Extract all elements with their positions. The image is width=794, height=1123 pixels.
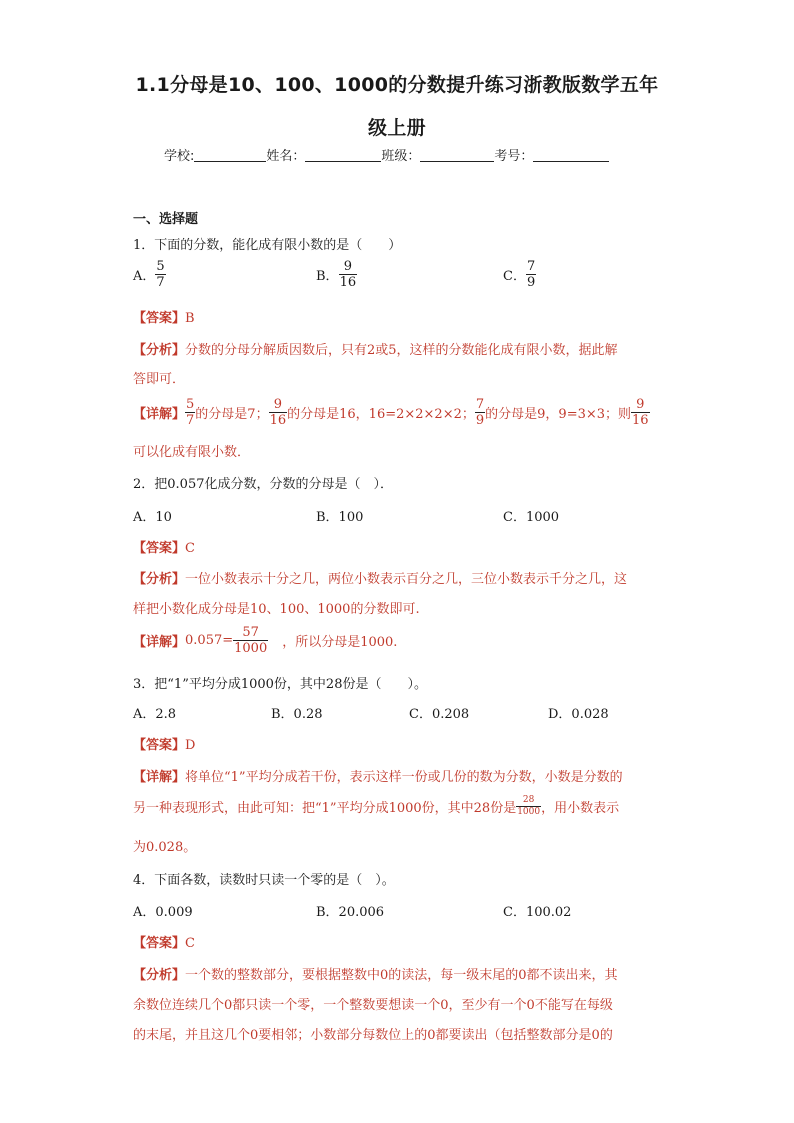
analysis-tag: 【分析】 [133,343,186,358]
q4-answer-value: C [185,936,195,951]
q1-stem: 1．下面的分数，能化成有限小数的是（ ） [133,238,402,253]
analysis-tag: 【分析】 [133,572,186,587]
q1-detail [133,398,650,427]
q4-analysis-cont-2: 的末尾，并且这几个0要相邻；小数部分每数位上的0都要读出（包括整数部分是0的 [133,1028,613,1043]
q1-detail-cont: 可以化成有限小数． [133,445,251,460]
q1-detail-fraction-1 [185,398,195,427]
q2-stem: 2．把0.057化成分数，分数的分母是（ ）． [133,477,393,492]
q3-detail-cont [133,796,619,817]
q3-answer-value: D [185,738,196,753]
q2-detail [133,626,397,655]
analysis-tag: 【分析】 [133,968,186,983]
fraction-numerator: 5 [186,397,195,412]
q1-option-a-label: A． [133,269,156,284]
fraction-numerator: 57 [233,626,268,641]
q2-answer [133,537,195,556]
q4-analysis [133,964,618,983]
q3-option-b: B．0.28 [271,707,323,722]
q4-analysis-cont: 余数位连续几个0都只读一个零，一个整数要想读一个0，至少有一个0不能写在每级 [133,998,613,1013]
number-blank [533,147,609,162]
q4-option-b: B．20.006 [316,905,385,920]
q2-analysis-text: 一位小数表示十分之几，两位小数表示百分之几，三位小数表示千分之几，这 [185,572,628,587]
q1-answer [133,307,195,326]
q3-detail-end: 为0.028。 [133,840,197,855]
q1-analysis [133,339,618,358]
q3-detail-text: 将单位“1”平均分成若干份，表示这样一份或几份的数为分数，小数是分数的 [185,770,623,785]
q2-answer-value: C [185,541,195,556]
section-heading: 一、选择题 [133,212,199,227]
fraction-numerator: 9 [269,398,288,413]
q3-option-d: D．0.028 [548,707,609,722]
q1-option-c-label: C． [503,269,526,284]
fraction-denominator: 9 [526,275,536,290]
q1-option-c-fraction [526,260,536,289]
q1-detail-fraction-2 [269,398,288,427]
number-label: 考号： [494,149,534,164]
fraction-numerator: 7 [526,259,536,274]
q3-option-a: A．2.8 [133,707,177,722]
fraction-numerator: 9 [339,260,358,275]
fraction-denominator: 7 [186,413,195,428]
fraction-numerator: 9 [631,398,650,413]
page-title: 1.1分母是10、100、1000的分数提升练习浙教版数学五年 [135,74,659,96]
answer-tag: 【答案】 [133,541,186,556]
q2-option-c: C．1000 [503,510,560,525]
detail-tag: 【详解】 [133,635,186,650]
answer-tag: 【答案】 [133,738,186,753]
q4-option-c: C．100.02 [503,905,572,920]
fraction-denominator: 7 [156,275,165,290]
q1-option-b-fraction [339,260,358,289]
q2-analysis [133,568,627,587]
q4-option-a: A．0.009 [133,905,193,920]
q1-detail-text-3: 的分母是9，9=3×3；则 [485,407,632,422]
q1-option-b-label: B． [316,269,339,284]
fraction-denominator: 16 [269,413,287,428]
detail-tag: 【详解】 [133,770,186,785]
q2-detail-text: 0.057= [185,633,234,648]
q3-detail-text-3: ，用小数表示 [541,801,620,816]
class-label: 班级： [381,149,421,164]
school-blank [194,147,266,162]
fraction-numerator: 5 [156,259,165,274]
q1-analysis-text: 分数的分母分解质因数后，只有2或5，这样的分数能化成有限小数，据此解 [185,343,618,358]
fraction-denominator: 16 [339,275,357,290]
detail-tag: 【详解】 [133,407,186,422]
q2-option-b: B．100 [316,510,364,525]
q4-stem: 4．下面各数，读数时只读一个零的是（ ）。 [133,873,395,888]
student-info-line [164,145,609,164]
q1-option-a [133,260,166,289]
q1-detail-text-1: 的分母是7； [195,407,269,422]
fraction-denominator: 9 [475,413,485,428]
q4-answer [133,932,195,951]
q1-detail-fraction-4 [631,398,650,427]
q1-option-b [316,260,357,289]
fraction-denominator: 16 [632,413,649,428]
q1-detail-fraction-3 [475,398,485,427]
q3-stem: 3．把“1”平均分成1000份，其中28份是（ ）。 [133,677,427,692]
q2-option-a: A．10 [133,510,172,525]
fraction-numerator: 28 [516,796,541,807]
q4-analysis-text: 一个数的整数部分，要根据整数中0的读法，每一级末尾的0都不读出来，其 [185,968,618,983]
fraction-denominator: 1000 [517,807,541,817]
q1-option-c [503,260,536,289]
answer-tag: 【答案】 [133,311,186,326]
page-title-continued: 级上册 [368,117,426,139]
q1-analysis-cont: 答即可． [133,372,186,387]
q3-detail-text-2: 另一种表现形式，由此可知：把“1”平均分成1000份，其中28份是 [133,801,517,816]
q3-answer [133,734,195,753]
q2-detail-text-2: ，所以分母是1000. [282,635,398,650]
q2-analysis-cont: 样把小数化成分母是10、100、1000的分数即可. [133,602,420,617]
q2-detail-fraction [233,626,268,655]
school-label: 学校: [164,149,195,164]
name-blank [305,147,381,162]
q3-option-c: C．0.208 [409,707,470,722]
q1-detail-text-2: 的分母是16，16=2×2×2×2； [287,407,475,422]
name-label: 姓名： [266,149,306,164]
answer-tag: 【答案】 [133,936,186,951]
q1-answer-value: B [185,311,195,326]
fraction-numerator: 7 [475,397,485,412]
q3-detail-fraction [516,796,541,817]
q3-detail [133,766,623,785]
fraction-denominator: 1000 [234,641,268,656]
class-blank [420,147,494,162]
q1-option-a-fraction [155,260,165,289]
